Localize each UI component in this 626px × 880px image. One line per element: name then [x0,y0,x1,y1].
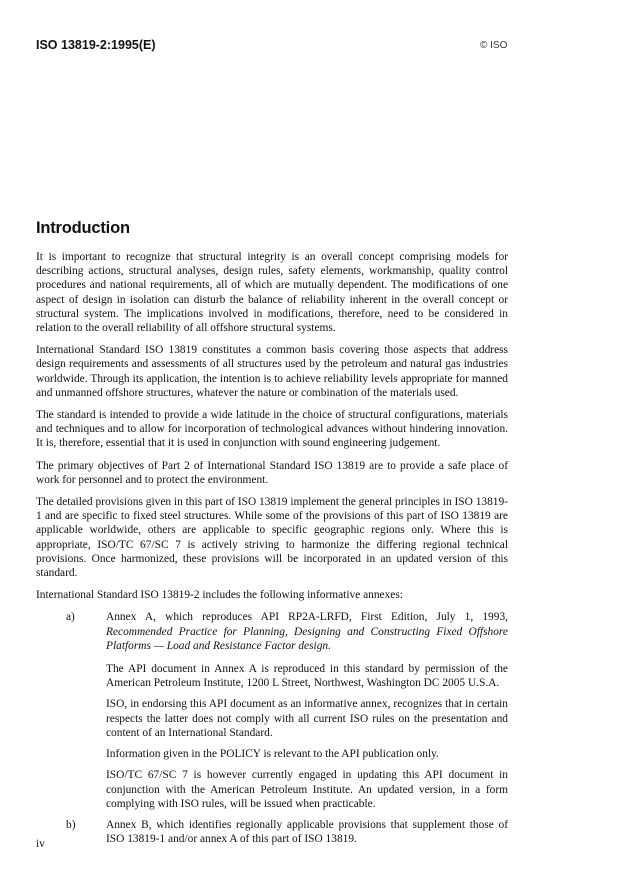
annex-a-note-3: Information given in the POLICY is relevant to the API publication only. [106,748,439,761]
paragraph-5: The detailed provisions given in this part of ISO 13819 implement the general principles in ISO 13819-1 and are specific to fixed steel structures. While some of the provisions of this part of ISO 13819 are applicable worldwide, others are applicable to specific geographic regions only. Where this is appropriate, ISO/TC 67/SC 7 is actively striving to harmonize the differing regional technical provisions. Once harmonized, these provisions will be incorporated in an updated version of this standard. [36,496,508,580]
annex-b-item [36,818,508,846]
paragraph-4: The primary objectives of Part 2 of International Standard ISO 13819 are to provide a safe place of work for personnel and to protect the environment. [36,459,508,486]
annex-a-note-1: The API document in Annex A is reproduced in this standard by permission of the American Petroleum Institute, 1200 L Street, Northwest, Washington DC 2005 U.S.A. [106,663,508,690]
copyright-mark: © ISO [480,40,508,51]
section-title: Introduction [36,219,130,237]
document-body [36,250,508,853]
annex-a-note-4: ISO/TC 67/SC 7 is however currently engaged in updating this API document in conjunction with the American Petroleum Institute. An updated version, in a form complying with ISO rules, will be issued when practicable. [106,769,508,810]
annex-intro: International Standard ISO 13819-2 includes the following informative annexes: [36,589,403,602]
annex-a-note-2: ISO, in endorsing this API document as an informative annex, recognizes that in certain respects the latter does not comply with all current ISO rules on the presentation and content of an International Standard. [106,698,508,739]
annex-b-label: b) [66,818,76,831]
annex-a-description: Annex A, which reproduces API RP2A-LRFD, First Edition, July 1, 1993, [106,611,508,624]
annex-a-text [106,610,508,653]
annex-a-item [36,610,508,810]
annex-a-title: Recommended Practice for Planning, Designing and Constructing Fixed Offshore Platforms — Load and Resistance Factor design. [106,625,508,652]
page-number: iv [36,838,45,850]
paragraph-1: It is important to recognize that structural integrity is an overall concept comprising models for describing actions, structural analyses, design rules, safety elements, workmanship, quality control procedures and national requirements, all of which are mutually dependent. The modifications of one aspect of design in isolation can disturb the balance of reliability inherent in the overall concept or structural system. The implications involved in modifications, therefore, need to be considered in relation to the overall reliability of all offshore structural systems. [36,251,508,335]
paragraph-3: The standard is intended to provide a wide latitude in the choice of structural configurations, materials and techniques and to allow for incorporation of technological advances without hindering innovation. It is, therefore, essential that it is used in conjunction with sound engineering judgement. [36,409,508,450]
annex-a-label: a) [66,611,75,624]
standard-id: ISO 13819-2:1995(E) [36,38,156,52]
paragraph-2: International Standard ISO 13819 constitutes a common basis covering those aspects that address design requirements and assessments of all structures used by the petroleum and natural gas industries worldwide. Through its application, the intention is to achieve reliability levels appropriate for manned and unmanned offshore structures, whatever the nature or combination of the materials used. [36,344,508,399]
annex-b-text: Annex B, which identifies regionally applicable provisions that supplement those of ISO 13819-1 and/or annex A of this part of ISO 13819. [106,818,508,846]
